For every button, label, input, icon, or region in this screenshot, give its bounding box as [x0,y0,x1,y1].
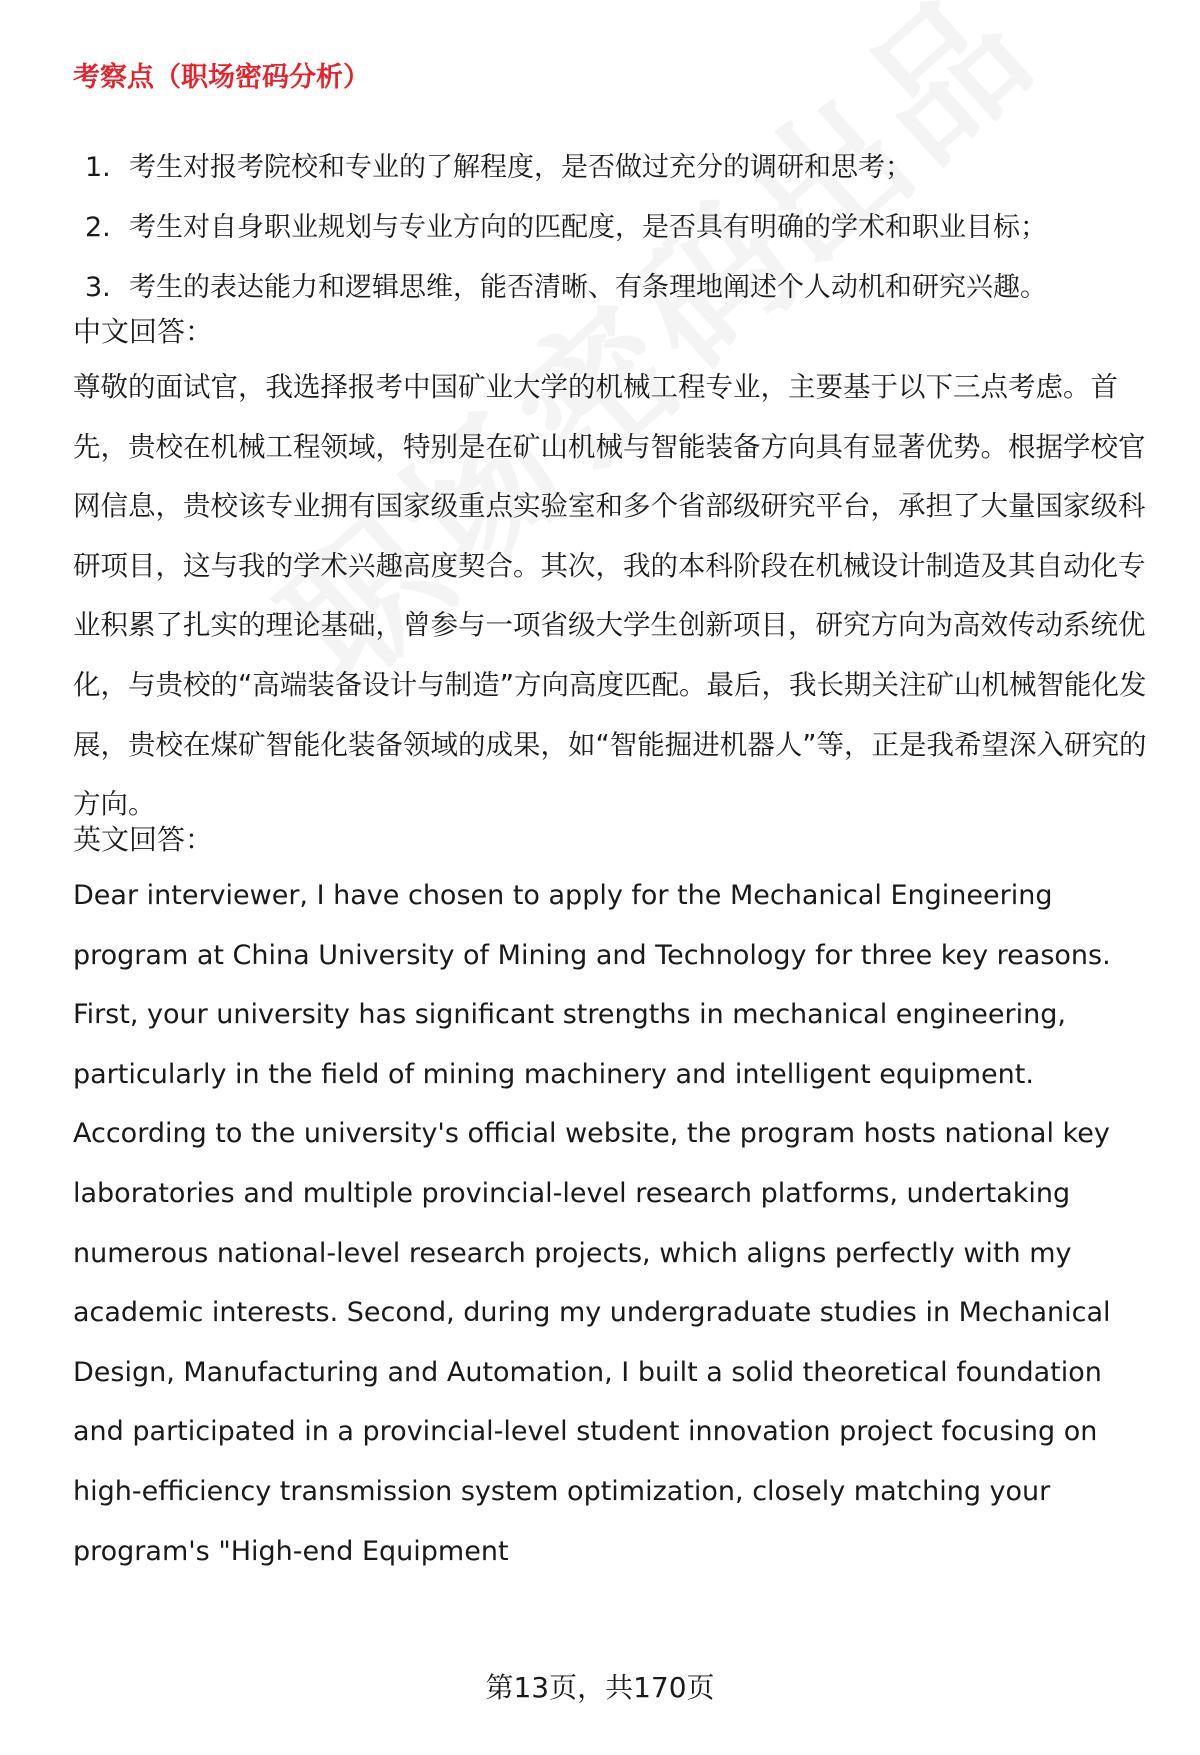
english-answer-label: 英文回答： [73,823,214,856]
key-points-list [73,138,1153,318]
list-item [73,198,1153,258]
list-item [73,258,1153,318]
list-item-number: 2. [85,212,111,243]
list-item [73,138,1153,198]
chinese-answer-label: 中文回答： [73,315,214,348]
section-title: 考察点（职场密码分析） [73,62,370,93]
list-item-text: 考生对报考院校和专业的了解程度，是否做过充分的调研和思考； [129,152,912,183]
list-item-text: 考生的表达能力和逻辑思维，能否清晰、有条理地阐述个人动机和研究兴趣。 [129,272,1047,303]
list-item-number: 3. [85,272,111,303]
chinese-answer-text: 尊敬的面试官，我选择报考中国矿业大学的机械工程专业，主要基于以下三点考虑。首先，贵校在机械工程领域，特别是在矿山机械与智能装备方向具有显著优势。根据学校官网信息，贵校该专业拥有国家级重点实验室和多个省部级研究平台，承担了大量国家级科研项目，这与我的学术兴趣高度契合。其次，我的本科阶段在机械设计制造及其自动化专业积累了扎实的理论基础，曾参与一项省级大学生创新项目，研究方向为高效传动系统优化，与贵校的“高端装备设计与制造”方向高度匹配。最后，我长期关注矿山机械智能化发展，贵校在煤矿智能化装备领域的成果，如“智能掘进机器人”等，正是我希望深入研究的方向。 [73,371,1147,821]
list-item-text: 考生对自身职业规划与专业方向的匹配度，是否具有明确的学术和职业目标； [129,212,1047,243]
english-answer-text: Dear interviewer, I have chosen to apply for the Mechanical Engineering program at China University of Mining and Technology for three key reasons. First, your university has significant strengths in mechanical engineering, particularly in the field of mining machinery and intelligent equipment. According to the university's official website, the program hosts national key laboratories and multiple provincial-level research platforms, undertaking numerous national-level research projects, which aligns perfectly with my academic interests. Second, during my undergraduate studies in Mechanical Design, Manufacturing and Automation, I built a solid theoretical foundation and participated in a provincial-level student innovation project focusing on high-efficiency transmission system optimization, closely matching your program's "High-end Equipment [73,880,1111,1567]
list-item-number: 1. [85,152,111,183]
page-number: 第13页，共170页 [485,1671,715,1704]
